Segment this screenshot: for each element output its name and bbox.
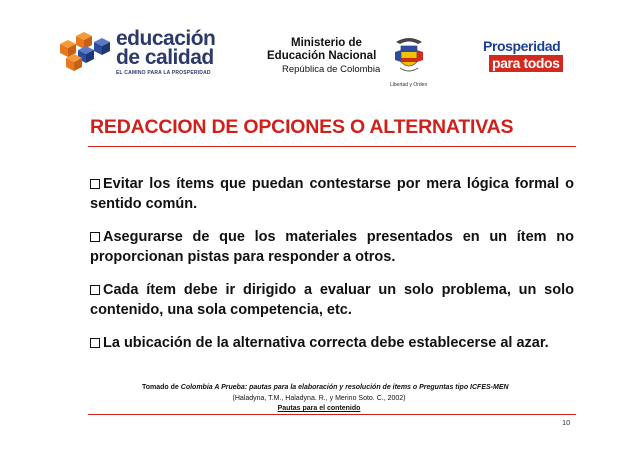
checkbox-icon — [90, 285, 100, 295]
header — [0, 0, 638, 92]
bullet-item — [90, 333, 574, 353]
bullet-item — [90, 174, 574, 214]
prosperidad-para-todos-logo — [483, 38, 563, 74]
ministerio-line2: Educación Nacional — [267, 50, 377, 62]
checkbox-icon — [90, 179, 100, 189]
citation-link[interactable]: Pautas para el contenido — [277, 405, 361, 412]
citation-prefix: Tomado de — [142, 384, 179, 391]
bullet-text: Evitar los ítems que puedan contestarse por mera lógica formal o sentido común. — [90, 176, 574, 212]
bullet-text: La ubicación de la alternativa correcta debe establecerse al azar. — [103, 335, 549, 351]
bullet-text: Asegurarse de que los materiales presentados en un ítem no proporcionan pistas para responder a otros. — [90, 229, 574, 265]
bullet-text: Cada ítem debe ir dirigido a evaluar un solo problema, un solo contenido, una sola competencia, etc. — [90, 282, 574, 318]
coat-of-arms-icon — [392, 32, 426, 82]
prosperidad-line1: Prosperidad — [483, 38, 561, 54]
footer-divider — [88, 414, 576, 415]
ministerio-line3: República de Colombia — [282, 64, 381, 75]
prosperidad-line2: para todos — [489, 55, 563, 72]
checkbox-icon — [90, 232, 100, 242]
page-number: 10 — [562, 418, 571, 427]
checkbox-icon — [90, 338, 100, 348]
logo-line-de-calidad: de calidad — [116, 46, 214, 69]
bullet-item — [90, 280, 574, 320]
educacion-de-calidad-logo — [58, 26, 218, 86]
cubes-icon — [58, 28, 114, 76]
slide-title: REDACCION DE OPCIONES O ALTERNATIVAS — [90, 116, 514, 138]
citation-source-line — [142, 384, 509, 391]
ministerio-line1: Ministerio de — [291, 37, 362, 49]
bullet-list — [90, 174, 574, 366]
logo-line-educacion: educación — [116, 27, 216, 50]
citation-source: Colombia A Prueba: pautas para la elaboración y resolución de ítems o Preguntas tipo ICFES-MEN — [180, 384, 509, 391]
title-divider — [88, 146, 576, 147]
citation-authors: (Haladyna, T.M., Haladyna. R., y Merino Soto. C., 2002) — [232, 395, 406, 402]
bullet-item — [90, 227, 574, 267]
ministerio-motto: Libertad y Orden — [390, 82, 428, 88]
ministerio-logo — [267, 37, 442, 87]
logo-tagline: EL CAMINO PARA LA PROSPERIDAD — [116, 70, 211, 76]
